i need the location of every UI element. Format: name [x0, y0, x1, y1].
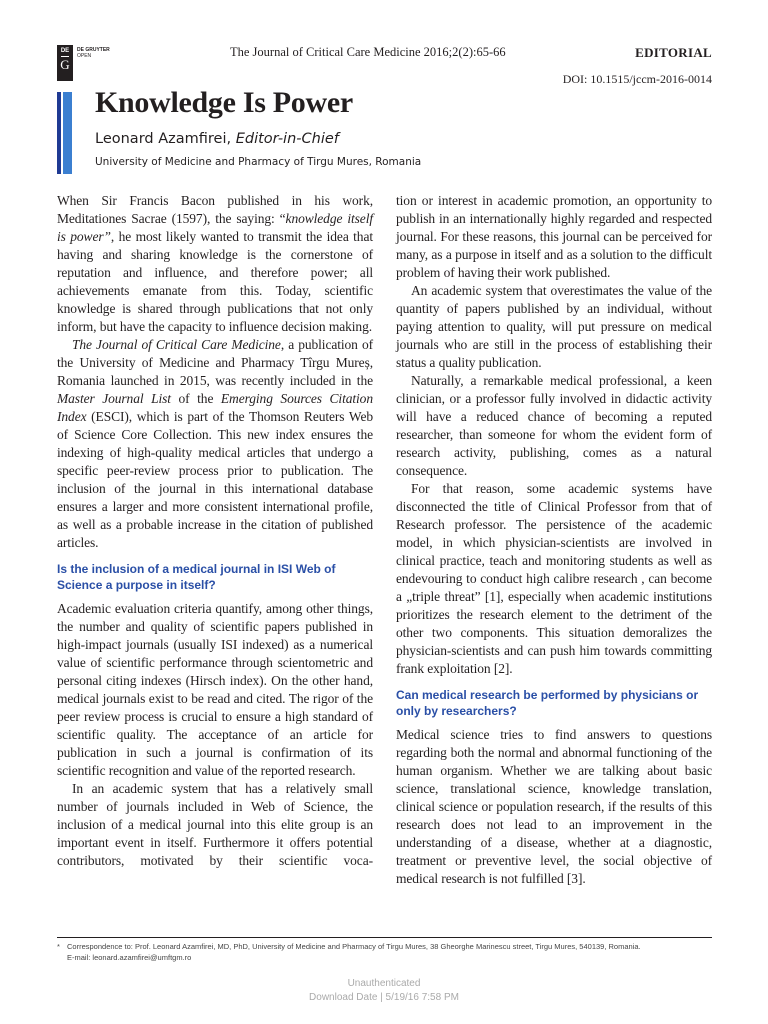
paragraph [57, 336, 373, 552]
left-column [57, 192, 373, 870]
publisher-sub-label: OPEN [77, 53, 92, 59]
stamp-auth: Unauthenticated [347, 978, 421, 989]
doi: DOI: 10.1515/jccm-2016-0014 [562, 72, 712, 86]
accent-bar-dark [57, 92, 61, 174]
text: (ESCI), which is part of the Thomson Reuters Web of Science Core Collection. This new index ensures the indexing of high-quality medical articles that undergo a specific peer-review process prior to publication. The inclusion of the journal in this international database ensures a larger and more consistent international profile, as well as a probable increase in the citation of published articles. [57, 409, 373, 550]
footnote-marker: * [57, 942, 60, 951]
publisher-name [77, 47, 110, 59]
italic-text: Emerging Sources Citation Index [57, 391, 373, 424]
author-name: Leonard Azamfirei, [95, 131, 236, 147]
journal-name-italic: The Journal of Critical Care Medicine [72, 337, 281, 352]
stamp-date: Download Date | 5/19/16 7:58 PM [309, 992, 459, 1003]
paragraph: Naturally, a remarkable medical professional, a keen clinician, or a professor fully involved in didactic activity will have a reduced chance of becoming a reputed researcher, than someone for whom the evident form of research activity, publishing, comes as a natural consequence. [396, 373, 712, 478]
de-gruyter-logo [57, 45, 73, 81]
paragraph: Medical science tries to find answers to questions regarding both the normal and abnormal functioning of the human organism. Whether we are talking about basic science, translational science, knowledge translation, clinical science or population research, if the results of this research does not lead to an improvement in the understanding of a disease, whether at a diagnostic, treatment or preventive level, the social objective of medical research is not fulfilled [3]. [396, 727, 712, 886]
section-heading: Can medical research be performed by physicians or only by researchers? [396, 688, 699, 718]
footnote-email: E-mail: leonard.azamfirei@umftgm.ro [67, 953, 192, 962]
footnote [57, 941, 712, 963]
paragraph: In an academic system that has a relatively small number of journals included in Web of Science, the inclusion of a medical journal into this elite group is an important event in itself. Furthermore it offers potential contributors, motivated by their scientific voca- [57, 781, 373, 868]
italic-text: Master Journal List [57, 391, 171, 406]
text: When Sir Francis Bacon published in his work, Meditationes Sacrae (1597), the saying: “ [57, 193, 373, 226]
footnote-text: Correspondence to: Prof. Leonard Azamfirei, MD, PhD, University of Medicine and Pharmacy of Tirgu Mures, 38 Gheorghe Marinescu street, Tirgu Mures, 540139, Romania. [67, 942, 641, 951]
publisher-label: DE GRUYTER [77, 47, 110, 53]
paragraph-continued: tion or interest in academic promotion, an opportunity to publish in an internationally highly regarded and respected journal. For these reasons, this journal can be perceived for many, as a purpose in itself and as a solution to the difficult problem of having their work published. [396, 193, 712, 280]
accent-bar-light [63, 92, 72, 174]
logo-mark-top: DE [60, 48, 70, 54]
quote-italic: knowledge itself is power” [57, 211, 373, 244]
footnote-divider [57, 937, 712, 938]
journal-citation: The Journal of Critical Care Medicine 2016;2(2):65-66 [230, 45, 506, 59]
paragraph: Academic evaluation criteria quantify, among other things, the number and quality of scientific papers published in high-impact journals (usually ISI indexed) as a numerical value of scientific performance through scientometric and personal citing indexes (Hirsch index). On the other hand, medical journals exist to be read and cited. The rigor of the peer review process is crucial to ensure a high standard of scientific quality. The acceptance of an article for publication in such a journal is confirmation of its scientific recognition and value of the reported research. [57, 601, 373, 778]
article-title: Knowledge Is Power [95, 86, 353, 119]
text: , he most likely wanted to transmit the idea that having and sharing knowledge is the cornerstone of reputation and influence, and therefore power; all achievements emanate from this. Today, scientific knowledge is shared through publications that not only inform, but have the capacity to influence decision making. [57, 229, 373, 334]
right-column [396, 192, 712, 888]
paragraph: An academic system that overestimates the value of the quantity of papers published by an individual, without paying attention to quality, will put pressure on medical journals who are still in the process of establishing their status a quality publication. [396, 283, 712, 370]
paragraph [57, 192, 373, 336]
text: , a publication of the University of Medicine and Pharmacy Tîrgu Mureș, Romania launched in 2015, was recently included in the [57, 337, 373, 388]
logo-mark-bottom: G [60, 57, 70, 72]
text: of the [170, 391, 221, 406]
article-type: EDITORIAL [635, 45, 712, 60]
author-line [95, 131, 339, 147]
author-role: Editor-in-Chief [235, 131, 339, 147]
paragraph: For that reason, some academic systems have disconnected the title of Clinical Professor from that of Research professor. The persistence of the academic model, in which physician-scientists are involved in clinical practice, teach and monitoring students as well as endevouring to conduct high calibre research , can become a „triple threat” [1], especially when academic institutions prioritizes the research element to the detriment of the other two components. This situation demoralizes the physician-scientists and can push him towards committing frank exploitation [2]. [396, 481, 712, 676]
section-heading: Is the inclusion of a medical journal in ISI Web of Science a purpose in itself? [57, 562, 336, 592]
download-stamp [0, 977, 768, 1005]
affiliation: University of Medicine and Pharmacy of Tirgu Mures, Romania [95, 156, 422, 168]
